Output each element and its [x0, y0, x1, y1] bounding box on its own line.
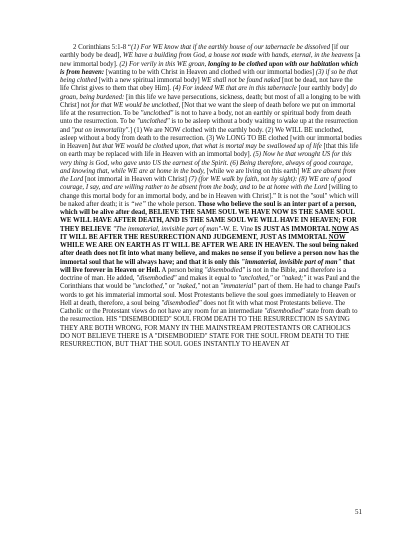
main-paragraph [60, 44, 362, 349]
text-segment: [if our earthly body be dead], [60, 44, 350, 60]
text-segment: NOW [328, 233, 346, 241]
text-segment: NOW [331, 225, 349, 233]
text-segment: [wanting to be with Christ in Heaven and clothed with our immortal bodies] [104, 68, 316, 76]
text-segment: is to be asleep without a body waiting to wake up at the resurrection and [60, 118, 358, 134]
text-segment: that will live forever in Heaven or Hell. [60, 258, 355, 274]
text-segment: "put on immortality". [71, 126, 130, 134]
text-segment: ] (1) We are NOW clothed with the earthly body. (2) We WILL BE unclothed, asleep without a body from death to the resurrection. (3) We LONG TO BE clothed [with our immortal bodies in Heaven] [60, 126, 362, 150]
text-segment: WE shall not be found naked [201, 77, 281, 84]
text-segment: "disembodied" [264, 308, 305, 315]
text-segment: longing to be clothed upon with our habitation which is from heaven: [60, 60, 359, 76]
text-segment: [a new immortal body]. [60, 52, 361, 68]
text-segment: (5) Now he that wrought US for this very thing is God, who gave unto US the earnest of the Spirit. (6) Being therefore, always of good courage, and knowing that, while WE are at home in the body, [60, 151, 353, 175]
page-number: 51 [355, 508, 362, 516]
text-segment: (3) if so be that being clothed [60, 68, 358, 84]
text-segment: is not in the Bible, and therefore is a doctrine of man. He added, [60, 266, 347, 282]
text-segment: A person being [160, 266, 205, 274]
text-segment: 2 Corinthians 5:1-8 “ [73, 44, 131, 51]
text-segment: [willing to change this mortal body for an immortal body, and be in Heaven with Christ].” It is not the "soul" which will be naked after death; it is [60, 184, 359, 208]
text-segment: part of them. He had to change Paul's words to get his immaterial immortal soul. Most Protestants believe the soul goes immediately to Heaven or Hell at death, therefore, a soul being [60, 283, 361, 307]
text-segment: but that WE would be clothed upon, that what is mortal may be swallowed up of life [91, 143, 322, 150]
text-segment: Those who believe the soul is an inter part of a person, which will be alive after dead, BELIEVE THE SAME SOUL WE HAVE NOW IS THE SAME SOUL WE WILL HAVE AFTER DEATH, AND IS THE SAME SOUL WE WILL HAVE IN HEAVEN; FOR THEY BELIEVE [60, 200, 357, 233]
text-segment: AS IT WILL BE AFTER THE RESURRECTION AND JUDGEMENT, JUST AS IMMORTAL [60, 225, 359, 241]
text-segment: [that this life on earth may be replaced with life in Heaven with an immortal body]. [60, 143, 359, 159]
text-segment: [our earthly body] [296, 85, 350, 93]
text-segment: or [167, 283, 177, 291]
text-segment: WE are absent from the Lord [60, 167, 356, 183]
text-segment: [while we are living on this earth] [204, 167, 302, 175]
text-segment: "disembodied" [136, 275, 177, 282]
text-segment: "unclothed," [238, 275, 273, 282]
text-segment: (4) For indeed WE that are in this tabernacle [172, 85, 297, 93]
text-segment: do groan, being burdened: [60, 85, 357, 101]
body-text [60, 44, 362, 349]
text-segment: IS JUST AS IMMORTAL [254, 225, 332, 233]
text-segment: "naked;" [281, 275, 307, 282]
text-segment: "immaterial, invisible part of man" [241, 258, 342, 266]
text-segment: "unclothed" [136, 118, 170, 126]
text-segment: [in this life we have persecutions, sickness, death; but most of all a longing to be with Christ] [60, 93, 361, 109]
text-segment: "unclothed" [140, 110, 174, 117]
text-segment: [with a new spiritual immortal body] [97, 77, 202, 84]
text-segment: the whole person. [145, 200, 198, 208]
text-segment: "immaterial" [220, 283, 257, 291]
text-segment: WE have a building from God, a house not made with hands, eternal, in the heavens [122, 52, 354, 60]
text-segment: (2) For verily in this WE groan, [119, 60, 209, 68]
text-segment: "naked," [176, 283, 201, 291]
text-segment: WHILE WE ARE ON EARTH AS IT WILL BE AFTER WE ARE IN HEAVEN. The soul being naked after death does not fit into what many believe, and makes no sense if you believe a person now has the immortal soul that he will always have; and that it is only this [60, 242, 359, 266]
text-segment: "unclothed," [132, 283, 168, 291]
text-segment: [not be dead, not have the life Christ gives to them that obey Him]. [60, 77, 353, 93]
text-segment: does not fit with what most Protestants believe. The Catholic or the Protestant views do not have any room for an intermediate [60, 299, 346, 315]
text-segment: not for that WE would be unclothed, [80, 101, 181, 109]
text-segment: "The immaterial, invisible part of man" [113, 225, 222, 233]
text-segment: [Not that we want the sleep of death before we put on immortal life at the resurrection. To be [60, 101, 356, 117]
text-segment: “we” [130, 200, 146, 208]
text-segment: (7) (for WE walk by faith, not by sight): (8) WE are of good courage, I say, and are willing rather to be absent from the body, and to be at home with the Lord [60, 176, 352, 192]
text-segment: "disembodied" [161, 299, 202, 307]
text-segment: state from death to the resurrection. HIS "DISEMBODIED" SOUL FROM DEATH TO THE RESURRECTION IS SAYING THEY ARE BOTH WRONG, FOR MANY IN THE MAINSTREAM PROTESTANTS OR CATHOLICS DO NOT BELIEVE THERE IS A "DISEMBODIED" STATE FOR THE SOUL FROM DEATH TO THE RESURRECTION, BUT THAT THE SOUL GOES INSTANTLY TO HEAVEN AT [60, 308, 358, 348]
text-segment: or [272, 275, 282, 282]
text-segment: [not immortal in Heaven with Christ] [83, 176, 189, 183]
text-segment: and makes it equal to [176, 275, 239, 282]
text-segment: is not to have a body, not an earthly or spiritual body from death unto the resurrection. To be [60, 110, 351, 126]
text-segment: it was Paul and the Corinthians that would be [60, 275, 360, 291]
text-segment: (1) For WE know that if the earthly house of our tabernacle be dissolved [130, 44, 330, 51]
text-segment: "disembodied" [204, 266, 245, 274]
text-segment: -W. E. Vine [221, 225, 255, 233]
text-segment: not an [200, 283, 221, 291]
